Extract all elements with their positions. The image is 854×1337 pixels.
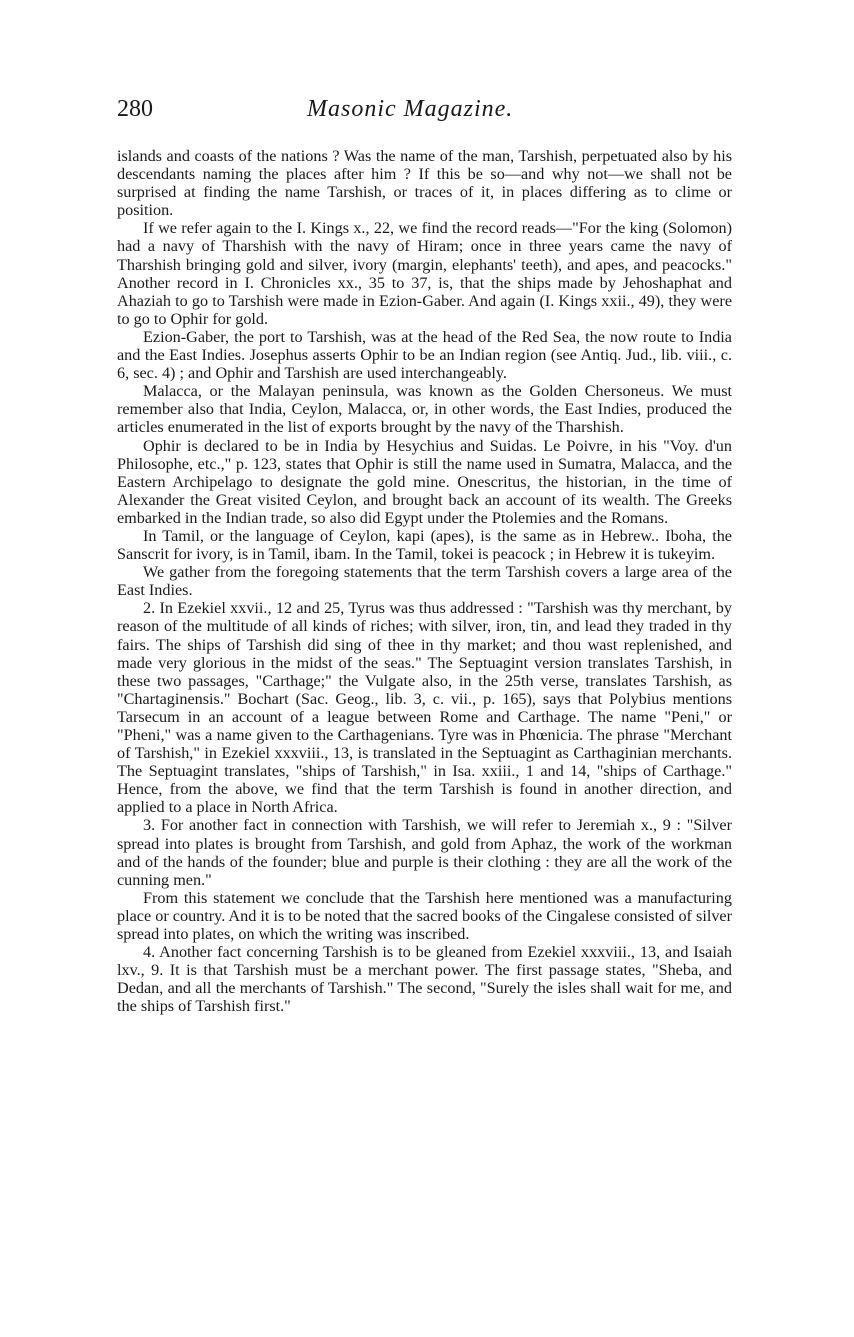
paragraph: In Tamil, or the language of Ceylon, kapi (apes), is the same as in Hebrew.. Iboha, the Sanscrit for ivory, is in Tamil, ibam. In the Tamil, tokei is peacock ; in Hebrew it is tukeyim.	[117, 526, 732, 564]
paragraph: 2. In Ezekiel xxvii., 12 and 25, Tyrus was thus addressed : "Tarshish was thy merchant, by reason of the multitude of all kinds of riches; with silver, iron, tin, and lead they traded in thy fairs. The ships of Tarshish did sing of thee in thy market; and thou wast replenished, and made very glorious in the midst of the seas." The Septuagint version translates Tarshish, in these two passages, "Carthage;" the Vulgate also, in the 25th verse, translates Tarshish, as "Chartaginensis." Bochart (Sac. Geog., lib. 3, c. vii., p. 165), says that Polybius mentions Tarsecum in an account of a league between Rome and Carthage. The name "Peni," or "Pheni," was a name given to the Carthagenians. Tyre was in Phœnicia. The phrase "Merchant of Tarshish," in Ezekiel xxxviii., 13, is translated in the Septuagint as Carthaginian merchants. The Septuagint translates, "ships of Tarshish," in Isa. xxiii., 1 and 14, "ships of Carthage." Hence, from the above, we find that the term Tarshish is found in another direction, and applied to a place in North Africa.	[117, 599, 732, 817]
paragraph: Malacca, or the Malayan peninsula, was known as the Golden Chersoneus. We must remember also that India, Ceylon, Malacca, or, in other words, the East Indies, produced the articles enumerated in the list of exports brought by the navy of the Tharshish.	[117, 382, 732, 437]
page-header	[117, 96, 732, 128]
article-body	[117, 147, 732, 1016]
running-title: Masonic Magazine.	[307, 96, 514, 122]
paragraph: islands and coasts of the nations ? Was the name of the man, Tarshish, perpetuated also by his descendants naming the places after him ? If this be so—and why not—we shall not be surprised at finding the name Tarshish, or traces of it, in places differing as to clime or position.	[117, 147, 732, 220]
paragraph: Ezion-Gaber, the port to Tarshish, was at the head of the Red Sea, the now route to India and the East Indies. Josephus asserts Ophir to be an Indian region (see Antiq. Jud., lib. viii., c. 6, sec. 4) ; and Ophir and Tarshish are used interchangeably.	[117, 327, 732, 383]
paragraph: If we refer again to the I. Kings x., 22, we find the record reads—"For the king (Solomon) had a navy of Tharshish with the navy of Hiram; once in three years came the navy of Tharshish bringing gold and silver, ivory (margin, elephants' teeth), and apes, and peacocks." Another record in I. Chronicles xx., 35 to 37, is, that the ships made by Jehoshaphat and Ahaziah to go to Tarshish were made in Ezion-Gaber. And again (I. Kings xxii., 49), they were to go to Ophir for gold.	[117, 219, 732, 328]
paragraph: Ophir is declared to be in India by Hesychius and Suidas. Le Poivre, in his "Voy. d'un Philosophe, etc.," p. 123, states that Ophir is still the name used in Sumatra, Malacca, and the Eastern Archipelago to designate the gold mine. Onescritus, the historian, in the time of Alexander the Great visited Ceylon, and brought back an account of its wealth. The Greeks embarked in the Indian trade, so also did Egypt under the Ptolemies and the Romans.	[117, 436, 732, 527]
paragraph: 3. For another fact in connection with Tarshish, we will refer to Jeremiah x., 9 : "Silver spread into plates is brought from Tarshish, and gold from Aphaz, the work of the workman and of the hands of the founder; blue and purple is their clothing : they are all the work of the cunning men."	[117, 816, 732, 889]
paragraph: 4. Another fact concerning Tarshish is to be gleaned from Ezekiel xxxviii., 13, and Isaiah lxv., 9. It is that Tarshish must be a merchant power. The first passage states, "Sheba, and Dedan, and all the merchants of Tarshish." The second, "Surely the isles shall wait for me, and the ships of Tarshish first."	[117, 943, 732, 1016]
page-number: 280	[117, 96, 153, 122]
paragraph: From this statement we conclude that the Tarshish here mentioned was a manufacturing place or country. And it is to be noted that the sacred books of the Cingalese consisted of silver spread into plates, on which the writing was inscribed.	[117, 888, 732, 944]
paragraph: We gather from the foregoing statements that the term Tarshish covers a large area of the East Indies.	[117, 563, 732, 600]
